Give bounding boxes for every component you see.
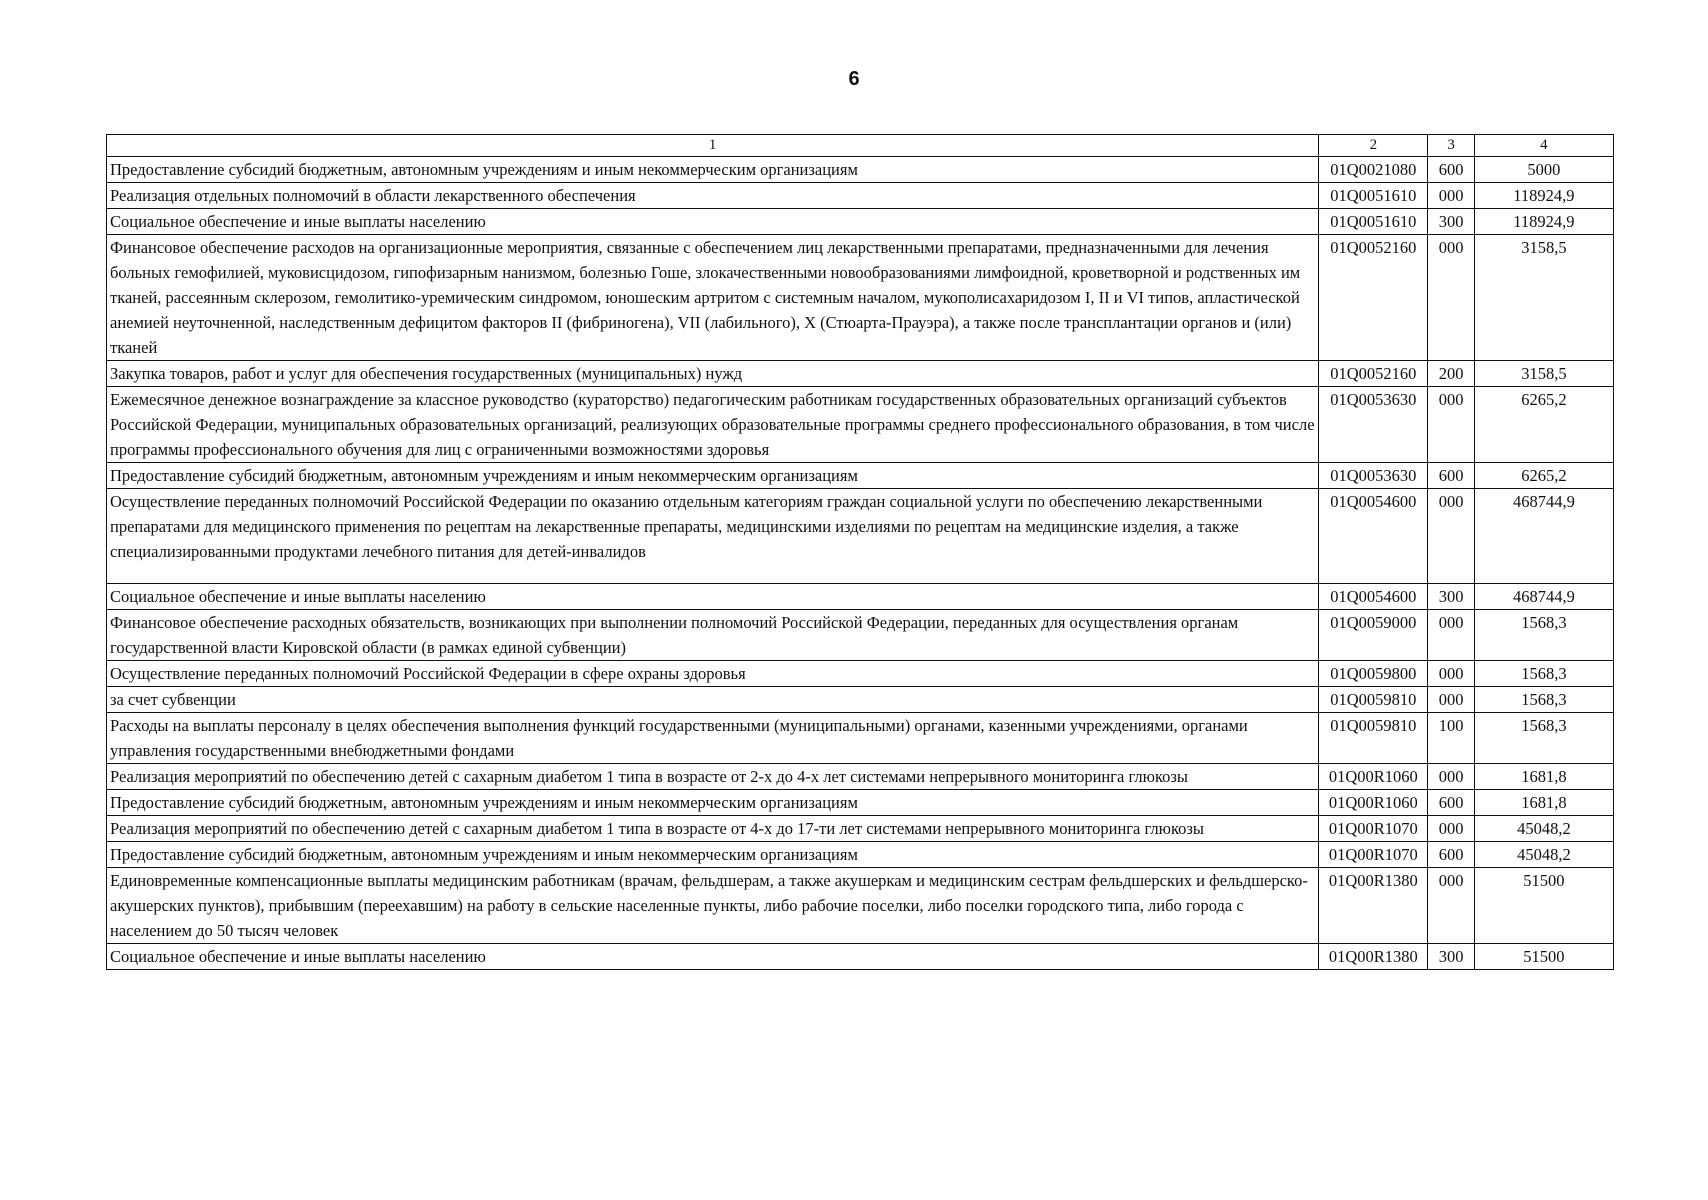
row-amount: 3158,5 [1474, 235, 1613, 361]
row-expense-type: 200 [1428, 361, 1474, 387]
table-row [107, 489, 1614, 584]
row-description: Социальное обеспечение и иные выплаты населению [107, 209, 1319, 235]
row-code: 01Q0059000 [1319, 610, 1428, 661]
budget-table [106, 134, 1614, 970]
table-row [107, 816, 1614, 842]
row-description: Единовременные компенсационные выплаты медицинским работникам (врачам, фельдшерам, а также акушеркам и медицинским сестрам фельдшерских и фельдшерско-акушерских пунктов), прибывшим (переехавшим) на работу в сельские населенные пункты, либо рабочие поселки, либо поселки городского типа, либо города с населением до 50 тысяч человек [107, 868, 1319, 944]
row-description: Предоставление субсидий бюджетным, автономным учреждениям и иным некоммерческим организациям [107, 463, 1319, 489]
row-description: Расходы на выплаты персоналу в целях обеспечения выполнения функций государственными (муниципальными) органами, казенными учреждениями, органами управления государственными внебюджетными фондами [107, 713, 1319, 764]
table-row [107, 842, 1614, 868]
row-amount: 51500 [1474, 944, 1613, 970]
row-code: 01Q00R1060 [1319, 790, 1428, 816]
table-row [107, 183, 1614, 209]
table-row [107, 661, 1614, 687]
row-expense-type: 000 [1428, 868, 1474, 944]
row-code: 01Q0021080 [1319, 157, 1428, 183]
row-code: 01Q0059800 [1319, 661, 1428, 687]
column-header-2: 2 [1319, 135, 1428, 157]
row-code: 01Q0051610 [1319, 183, 1428, 209]
row-code: 01Q00R1380 [1319, 944, 1428, 970]
row-description: Ежемесячное денежное вознаграждение за классное руководство (кураторство) педагогическим работникам государственных образовательных организаций субъектов Российской Федерации, муниципальных образовательных организаций, реализующих образовательные программы среднего профессионального образования, в том числе программы профессионального обучения для лиц с ограниченными возможностями здоровья [107, 387, 1319, 463]
row-amount: 45048,2 [1474, 816, 1613, 842]
row-description: Реализация мероприятий по обеспечению детей с сахарным диабетом 1 типа в возрасте от 2-х до 4-х лет системами непрерывного мониторинга глюкозы [107, 764, 1319, 790]
row-description: Реализация мероприятий по обеспечению детей с сахарным диабетом 1 типа в возрасте от 4-х до 17-ти лет системами непрерывного мониторинга глюкозы [107, 816, 1319, 842]
row-code: 01Q0052160 [1319, 361, 1428, 387]
row-amount: 118924,9 [1474, 183, 1613, 209]
column-header-1: 1 [107, 135, 1319, 157]
row-amount: 468744,9 [1474, 489, 1613, 584]
table-row [107, 235, 1614, 361]
row-amount: 1568,3 [1474, 687, 1613, 713]
page-number: 6 [848, 68, 860, 90]
table-row [107, 764, 1614, 790]
row-expense-type: 600 [1428, 157, 1474, 183]
table-header-row [107, 135, 1614, 157]
row-description: Осуществление переданных полномочий Российской Федерации в сфере охраны здоровья [107, 661, 1319, 687]
row-expense-type: 000 [1428, 764, 1474, 790]
row-description: Социальное обеспечение и иные выплаты населению [107, 584, 1319, 610]
row-amount: 51500 [1474, 868, 1613, 944]
row-expense-type: 000 [1428, 387, 1474, 463]
table-row [107, 463, 1614, 489]
row-expense-type: 000 [1428, 489, 1474, 584]
row-description: Осуществление переданных полномочий Российской Федерации по оказанию отдельным категориям граждан социальной услуги по обеспечению лекарственными препаратами для медицинского применения по рецептам на лекарственные препараты, медицинскими изделиями по рецептам на медицинские изделия, а также специализированными продуктами лечебного питания для детей-инвалидов [107, 489, 1319, 584]
table-row [107, 687, 1614, 713]
table-row [107, 790, 1614, 816]
row-description: Закупка товаров, работ и услуг для обеспечения государственных (муниципальных) нужд [107, 361, 1319, 387]
row-description: Финансовое обеспечение расходных обязательств, возникающих при выполнении полномочий Российской Федерации, переданных для осуществления органам государственной власти Кировской области (в рамках единой субвенции) [107, 610, 1319, 661]
row-expense-type: 000 [1428, 610, 1474, 661]
row-description: Предоставление субсидий бюджетным, автономным учреждениям и иным некоммерческим организациям [107, 157, 1319, 183]
table-row [107, 361, 1614, 387]
column-header-4: 4 [1474, 135, 1613, 157]
row-amount: 118924,9 [1474, 209, 1613, 235]
row-description: Предоставление субсидий бюджетным, автономным учреждениям и иным некоммерческим организациям [107, 790, 1319, 816]
row-code: 01Q0059810 [1319, 687, 1428, 713]
row-amount: 6265,2 [1474, 387, 1613, 463]
row-amount: 1568,3 [1474, 713, 1613, 764]
row-amount: 45048,2 [1474, 842, 1613, 868]
row-expense-type: 600 [1428, 790, 1474, 816]
row-amount: 3158,5 [1474, 361, 1613, 387]
table-row [107, 713, 1614, 764]
row-amount: 1568,3 [1474, 661, 1613, 687]
row-amount: 5000 [1474, 157, 1613, 183]
row-expense-type: 000 [1428, 235, 1474, 361]
row-code: 01Q00R1070 [1319, 816, 1428, 842]
table-body [107, 157, 1614, 970]
table-row [107, 610, 1614, 661]
row-code: 01Q00R1060 [1319, 764, 1428, 790]
row-code: 01Q0053630 [1319, 463, 1428, 489]
row-expense-type: 000 [1428, 816, 1474, 842]
row-expense-type: 600 [1428, 463, 1474, 489]
row-description: Социальное обеспечение и иные выплаты населению [107, 944, 1319, 970]
row-amount: 1568,3 [1474, 610, 1613, 661]
row-expense-type: 600 [1428, 842, 1474, 868]
row-expense-type: 300 [1428, 944, 1474, 970]
row-description: Финансовое обеспечение расходов на организационные мероприятия, связанные с обеспечением лиц лекарственными препаратами, предназначенными для лечения больных гемофилией, муковисцидозом, гипофизарным нанизмом, болезнью Гоше, злокачественными новообразованиями лимфоидной, кроветворной и родственных им тканей, рассеянным склерозом, гемолитико-уремическим синдромом, юношеским артритом с системным началом, мукополисахаридозом I, II и VI типов, апластической анемией неуточненной, наследственным дефицитом факторов II (фибриногена), VII (лабильного), X (Стюарта-Прауэра), а также после трансплантации органов и (или) тканей [107, 235, 1319, 361]
row-expense-type: 300 [1428, 209, 1474, 235]
column-header-3: 3 [1428, 135, 1474, 157]
row-expense-type: 000 [1428, 687, 1474, 713]
row-code: 01Q00R1380 [1319, 868, 1428, 944]
row-code: 01Q00R1070 [1319, 842, 1428, 868]
row-expense-type: 000 [1428, 661, 1474, 687]
row-code: 01Q0051610 [1319, 209, 1428, 235]
row-expense-type: 100 [1428, 713, 1474, 764]
row-code: 01Q0053630 [1319, 387, 1428, 463]
row-code: 01Q0054600 [1319, 584, 1428, 610]
table-row [107, 944, 1614, 970]
row-description: Реализация отдельных полномочий в области лекарственного обеспечения [107, 183, 1319, 209]
table-row [107, 209, 1614, 235]
row-description: за счет субвенции [107, 687, 1319, 713]
row-amount: 6265,2 [1474, 463, 1613, 489]
row-code: 01Q0059810 [1319, 713, 1428, 764]
row-amount: 468744,9 [1474, 584, 1613, 610]
row-code: 01Q0054600 [1319, 489, 1428, 584]
row-description: Предоставление субсидий бюджетным, автономным учреждениям и иным некоммерческим организациям [107, 842, 1319, 868]
row-code: 01Q0052160 [1319, 235, 1428, 361]
table-row [107, 584, 1614, 610]
row-expense-type: 300 [1428, 584, 1474, 610]
table-row [107, 387, 1614, 463]
row-amount: 1681,8 [1474, 790, 1613, 816]
row-expense-type: 000 [1428, 183, 1474, 209]
row-amount: 1681,8 [1474, 764, 1613, 790]
table-row [107, 157, 1614, 183]
table-row [107, 868, 1614, 944]
